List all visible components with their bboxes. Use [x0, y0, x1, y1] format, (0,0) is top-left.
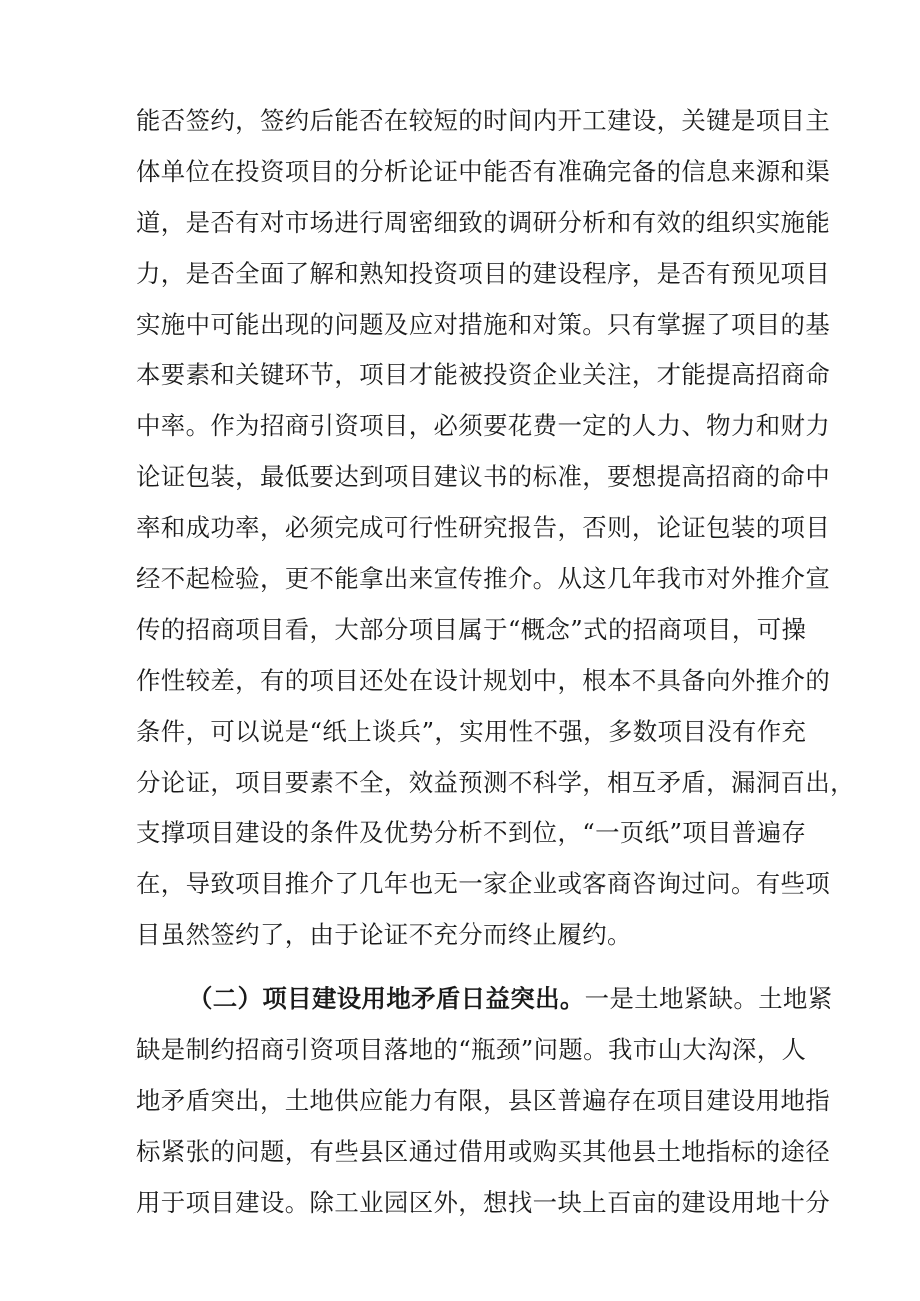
text-line: 本要素和关键环节，项目才能被投资企业关注，才能提高招商命	[136, 360, 831, 390]
text-line: 标紧张的问题，有些县区通过借用或购买其他县土地指标的途径	[136, 1136, 831, 1166]
section-heading: （二）项目建设用地矛盾日益突出。	[188, 984, 585, 1014]
text-line: 中率。作为招商引资项目，必须要花费一定的人力、物力和财力	[136, 411, 831, 441]
text-line: 能否签约，签约后能否在较短的时间内开工建设，关键是项目主	[136, 106, 831, 135]
text-line: 地矛盾突出，土地供应能力有限，县区普遍存在项目建设用地指	[136, 1085, 831, 1115]
text-line: 用于项目建设。除工业园区外，想找一块上百亩的建设用地十分	[136, 1187, 831, 1217]
text-line: 道，是否有对市场进行周密细致的调研分析和有效的组织实施能	[136, 207, 831, 237]
text-line: 缺是制约招商引资项目落地的“瓶颈”问题。我市山大沟深，人	[136, 1035, 807, 1065]
text-line: 经不起检验，更不能拿出来宣传推介。从这几年我市对外推介宣	[136, 564, 831, 594]
text-line: 在，导致项目推介了几年也无一家企业或客商咨询过问。有些项	[136, 869, 831, 899]
text-line: 率和成功率，必须完成可行性研究报告，否则，论证包装的项目	[136, 513, 831, 543]
text-line: 支撑项目建设的条件及优势分析不到位，“一页纸”项目普遍存	[136, 818, 807, 848]
text-line	[136, 974, 833, 1025]
text-line: 力，是否全面了解和熟知投资项目的建设程序，是否有预见项目	[136, 258, 831, 288]
text-line: 论证包装，最低要达到项目建议书的标准，要想提高招商的命中	[136, 462, 831, 492]
document-page	[136, 96, 855, 1229]
text-line: 实施中可能出现的问题及应对措施和对策。只有掌握了项目的基	[136, 309, 831, 339]
text-line: 条件，可以说是“纸上谈兵”，实用性不强，多数项目没有作充	[136, 716, 807, 746]
paragraph-2	[136, 974, 833, 1228]
text-line: 分论证，项目要素不全，效益预测不科学，相互矛盾，漏洞百出，	[136, 767, 855, 797]
text-line: 目虽然签约了，由于论证不充分而终止履约。	[136, 920, 632, 950]
paragraph-1	[136, 96, 855, 961]
heading-follow-text: 一是土地紧缺。土地紧	[584, 984, 833, 1014]
text-line: 作性较差，有的项目还处在设计规划中，根本不具备向外推介的	[136, 665, 831, 695]
text-line: 体单位在投资项目的分析论证中能否有准确完备的信息来源和渠	[136, 156, 831, 186]
text-line: 传的招商项目看，大部分项目属于“概念”式的招商项目，可操	[136, 614, 807, 644]
